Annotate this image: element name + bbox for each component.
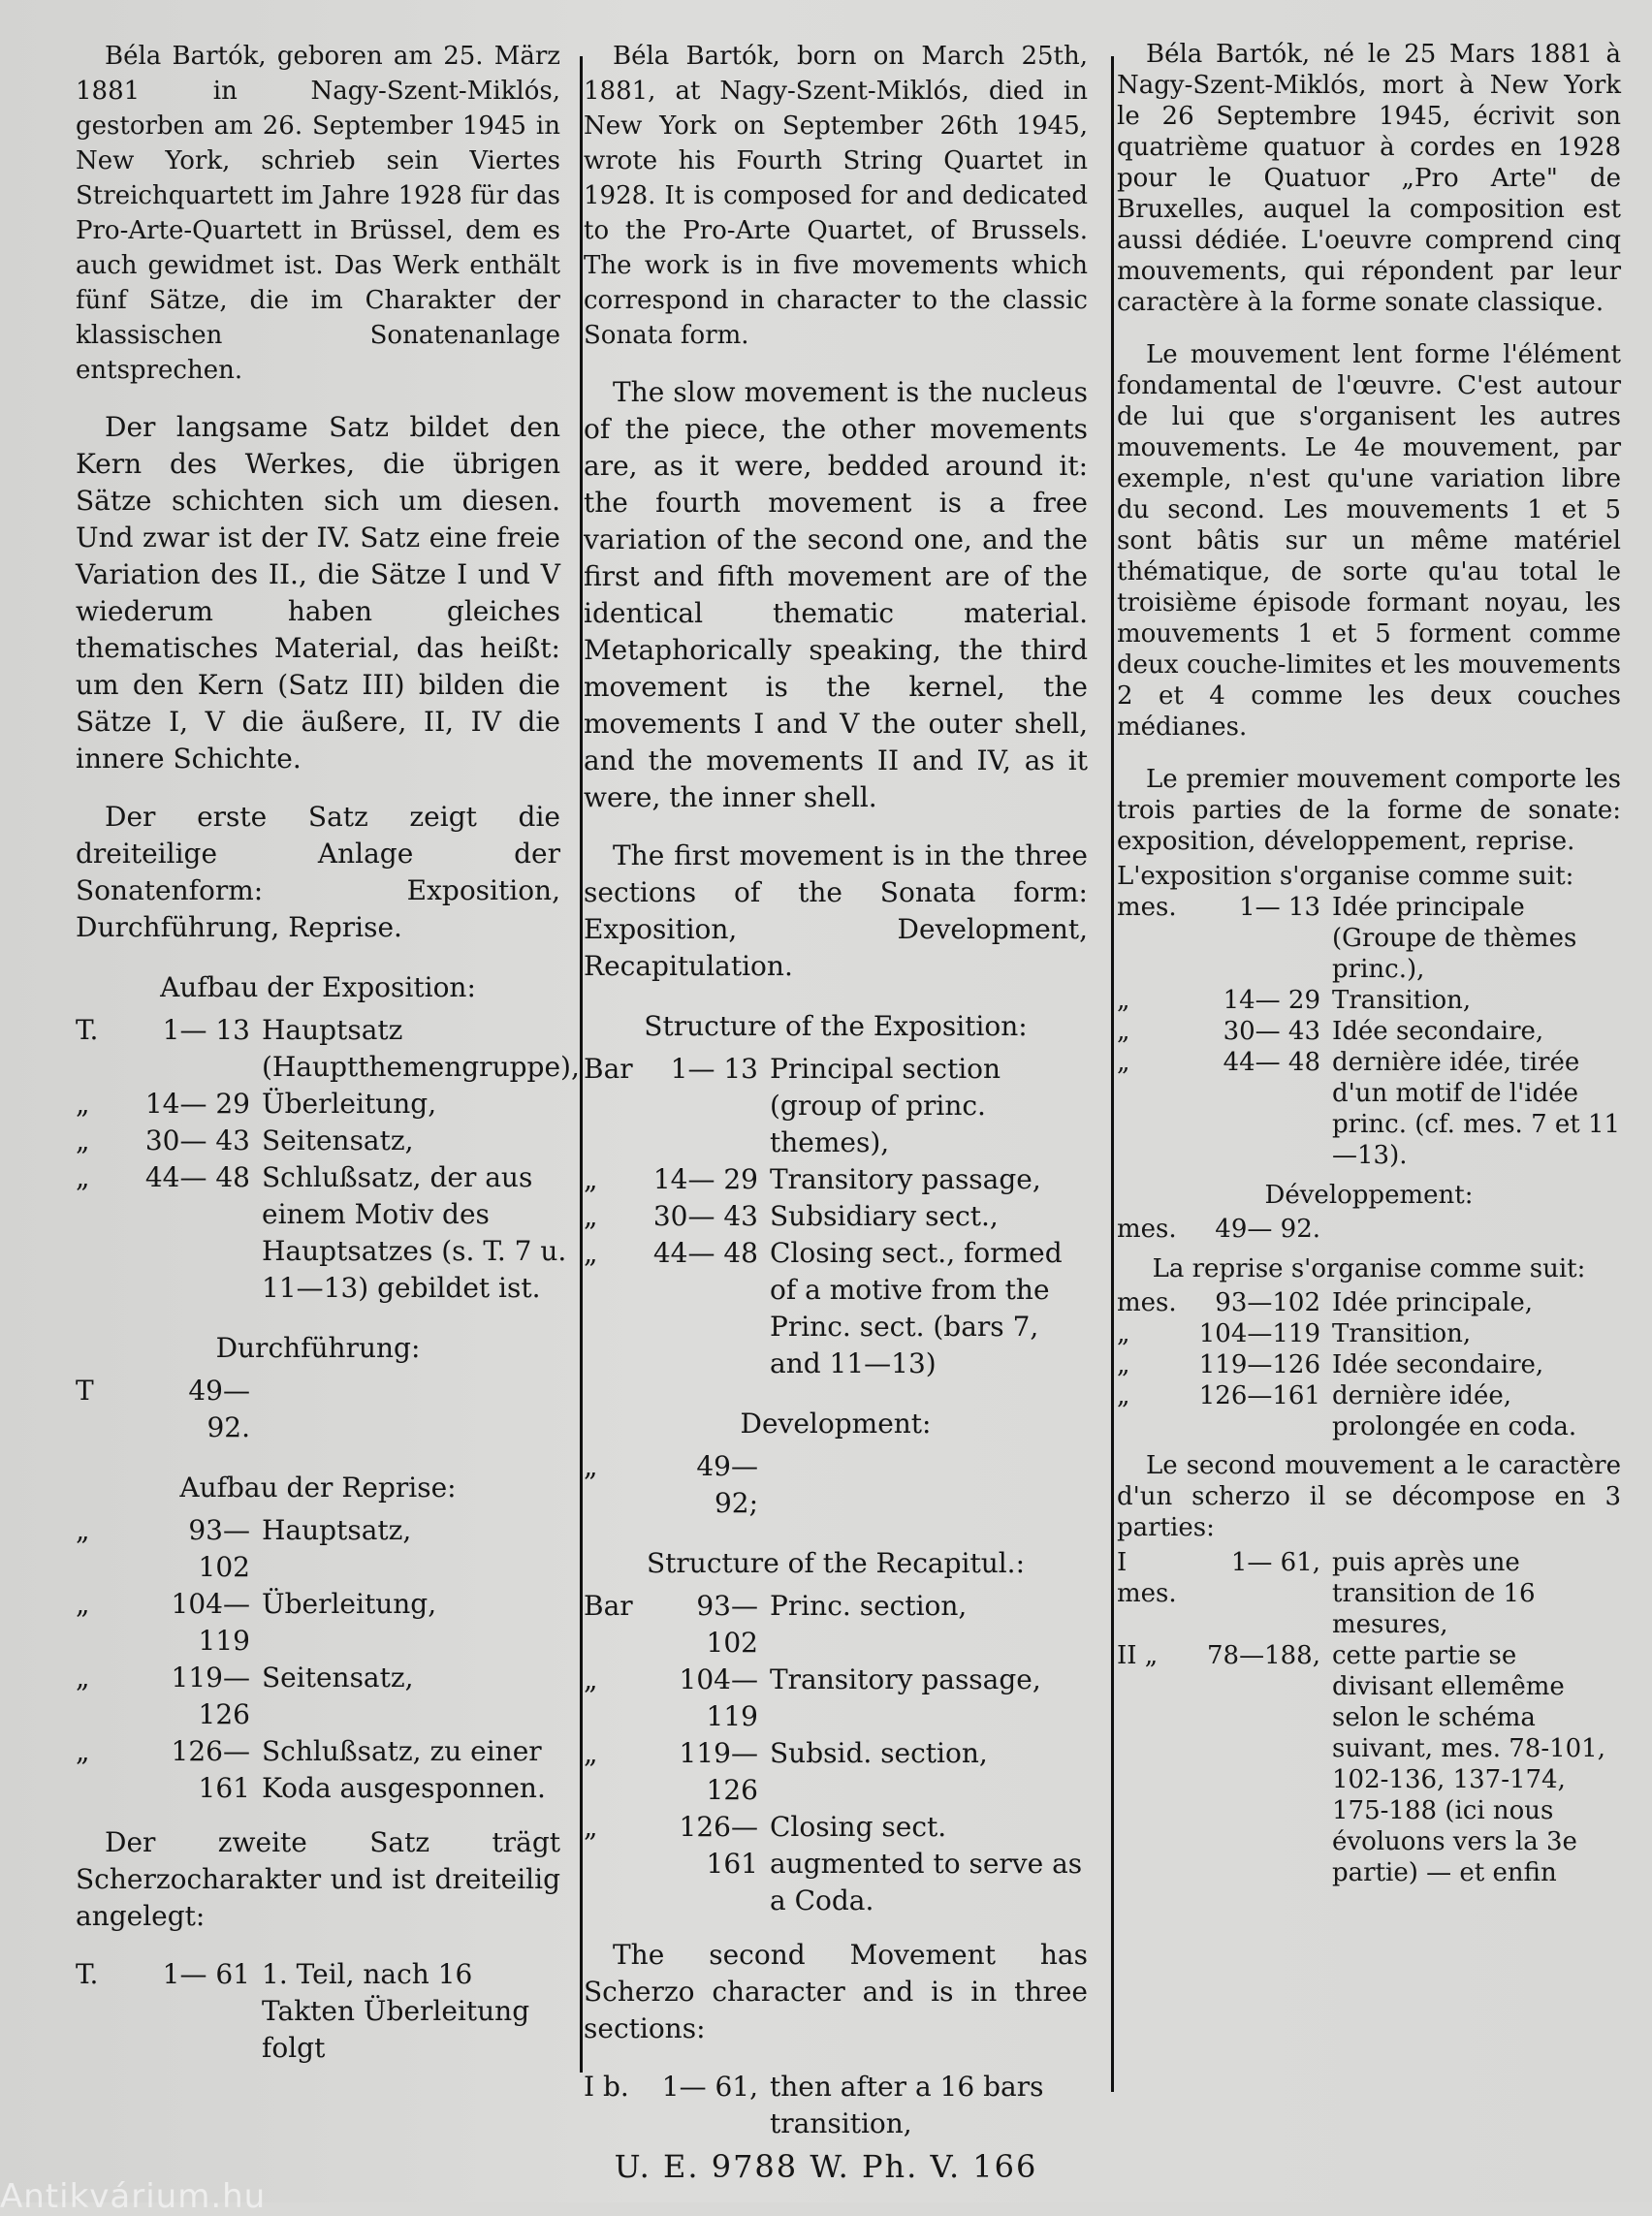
paragraph: Le premier mouvement comporte les trois parties de la forme de sonate: exposition, développement, reprise.: [1117, 765, 1621, 856]
bar-label: II „: [1117, 1641, 1159, 1670]
section-heading: Aufbau der Exposition:: [160, 971, 476, 1003]
bar-table-exposition: [1117, 892, 1621, 1171]
bar-range: 49— 92.: [1215, 1215, 1320, 1244]
bar-label: „: [76, 1662, 90, 1694]
bar-label: „: [1117, 1017, 1130, 1046]
bar-label: I mes.: [1117, 1548, 1177, 1608]
bar-range: 1— 13: [670, 1053, 758, 1085]
bar-label: „: [584, 1737, 598, 1769]
bar-table-development: [76, 1373, 560, 1446]
bar-range: 30— 43: [652, 1200, 758, 1232]
bar-range: 14— 29: [1223, 986, 1320, 1015]
section-heading: Durchführung:: [215, 1332, 421, 1364]
column-german: [76, 39, 580, 2084]
bar-label: T.: [76, 1014, 99, 1046]
bar-label: „: [76, 1161, 90, 1193]
bar-table-scherzo: [1117, 1547, 1621, 1888]
bar-range: 1— 61,: [661, 2071, 758, 2103]
section-heading: La reprise s'organise comme suit:: [1152, 1254, 1586, 1283]
intro-paragraph: Béla Bartók, né le 25 Mars 1881 à Nagy-Szent-Miklós, mort à New York le 26 Septembre 1945, écrivit son quatrième quatuor à cordes en 1928 pour le Quatuor „Pro Arte" de Bruxelles, auquel la composition est aussi dédiée. L'oeuvre comprend cinq mouvements, qui répondent par leur caractère à la forme sonate classique.: [1117, 40, 1621, 317]
bar-range: 1— 61,: [1230, 1548, 1320, 1577]
bar-label: „: [1117, 986, 1130, 1015]
column-french: [1117, 39, 1621, 2084]
bar-label: „: [1117, 1381, 1130, 1410]
intro-paragraph: Béla Bartók, born on March 25th, 1881, at Nagy-Szent-Miklós, died in New York on September 26th 1945, wrote his Fourth String Quartet in 1928. It is composed for and dedicated to the Pro-Arte Quartet, of Brussels. The work is in five movements which correspond in character to the classic Sonata form.: [584, 42, 1088, 350]
bar-desc: [262, 1373, 560, 1446]
bar-label: „: [584, 1450, 598, 1482]
paragraph: Der zweite Satz trägt Scherzocharakter und ist dreiteilig angelegt:: [76, 1826, 560, 1932]
bar-range: 49— 92.: [188, 1375, 250, 1443]
intro-paragraph: Béla Bartók, geboren am 25. März 1881 in Nagy-Szent-Miklós, gestorben am 26. September 1945 in New York, schrieb sein Viertes Streichquartett im Jahre 1928 für das Pro-Arte-Quartett in Brüssel, dem es auch gewidmet ist. Das Werk enthält fünf Sätze, die im Charakter der klassischen Sonatenanlage entsprechen.: [76, 42, 560, 385]
bar-label: „: [1117, 1048, 1130, 1077]
bar-desc: Seitensatz,: [262, 1662, 414, 1694]
bar-desc: then after a 16 bars transition,: [770, 2071, 1044, 2139]
bar-desc: Transition,: [1332, 986, 1472, 1015]
bar-table-development: [1117, 1214, 1621, 1245]
bar-range: 104—119: [1198, 1319, 1320, 1348]
paragraph: Le second mouvement a le caractère d'un scherzo il se décompose en 3 parties:: [1117, 1451, 1621, 1542]
bar-table-scherzo: [584, 2069, 1088, 2142]
bar-desc: Princ. section,: [770, 1590, 968, 1622]
column-divider: [580, 56, 583, 2073]
bar-table-exposition: [584, 1051, 1088, 1382]
bar-label: I b.: [584, 2071, 629, 2103]
bar-range: 14— 29: [144, 1088, 250, 1120]
bar-label: „: [76, 1735, 90, 1767]
bar-range: 49— 92;: [696, 1450, 758, 1519]
bar-label: „: [76, 1588, 90, 1620]
section-heading: Développement:: [1264, 1181, 1474, 1210]
bar-desc: dernière idée, prolongée en coda.: [1332, 1381, 1577, 1441]
bar-desc: Schlußsatz, der aus einem Motiv des Hauptsatzes (s. T. 7 u. 11—13) gebildet ist.: [262, 1161, 567, 1304]
bar-range: 14— 29: [652, 1163, 758, 1195]
bar-desc: Überleitung,: [262, 1588, 437, 1620]
bar-label: „: [584, 1163, 598, 1195]
bar-range: 126—161: [171, 1735, 250, 1804]
bar-range: 126—161: [1198, 1381, 1320, 1410]
bar-range: 30— 43: [1223, 1017, 1320, 1046]
section-heading: L'exposition s'organise comme suit:: [1117, 862, 1574, 891]
bar-range: 1— 61: [162, 1958, 250, 1990]
bar-table-development: [584, 1448, 1088, 1522]
column-divider: [1111, 56, 1114, 2092]
bar-desc: Closing sect., formed of a motive from the Princ. sect. (bars 7, and 11—13): [770, 1237, 1063, 1379]
bar-desc: Transition,: [1332, 1319, 1472, 1348]
bar-range: 78—188,: [1207, 1641, 1320, 1670]
bar-range: 119—126: [1198, 1350, 1320, 1379]
bar-desc: Transitory passage,: [770, 1163, 1041, 1195]
bar-desc: Überleitung,: [262, 1088, 437, 1120]
bar-table-reprise: [76, 1512, 560, 1807]
section-heading: Aufbau der Reprise:: [179, 1472, 457, 1504]
bar-label: mes.: [1117, 1288, 1177, 1317]
bar-label: T.: [76, 1958, 99, 1990]
bar-desc: Idée secondaire,: [1332, 1017, 1544, 1046]
bar-desc: Hauptsatz,: [262, 1514, 412, 1546]
bar-label: mes.: [1117, 893, 1177, 922]
bar-range: 44— 48: [144, 1161, 250, 1193]
section-heading: Development:: [740, 1408, 932, 1440]
bar-desc: Idée principale,: [1332, 1288, 1534, 1317]
bar-label: Bar: [584, 1590, 633, 1622]
bar-label: „: [584, 1200, 598, 1232]
bar-range: 93—102: [696, 1590, 758, 1659]
paragraph: Der erste Satz zeigt die dreiteilige Anlage der Sonatenform: Exposition, Durchführung, Reprise.: [76, 801, 560, 943]
bar-label: „: [584, 1237, 598, 1269]
bar-range: 126—161: [679, 1811, 758, 1880]
paragraph: The second Movement has Scherzo character and is in three sections:: [584, 1939, 1088, 2044]
bar-range: 104—119: [171, 1588, 250, 1657]
bar-label: „: [1117, 1350, 1130, 1379]
bar-desc: Subsidiary sect.,: [770, 1200, 999, 1232]
bar-range: 104—119: [679, 1663, 758, 1732]
bar-range: 119—126: [679, 1737, 758, 1806]
bar-desc: Seitensatz,: [262, 1124, 414, 1156]
bar-label: T: [76, 1375, 94, 1407]
bar-range: 44— 48: [1223, 1048, 1320, 1077]
bar-range: 44— 48: [652, 1237, 758, 1269]
bar-desc: Schlußsatz, zu einer Koda ausgesponnen.: [262, 1735, 546, 1804]
bar-table-exposition: [76, 1012, 580, 1307]
bar-range: 93—102: [1215, 1288, 1320, 1317]
paragraph: Le mouvement lent forme l'élément fondamental de l'œuvre. C'est autour de lui que s'organisent les autres mouvements. Le 4e mouvement, par exemple, n'est qu'une variation libre du second. Les mouvements 1 et 5 sont bâtis sur un même matériel thématique, de sorte qu'au total le troisième épisode formant noyau, les mouvements 1 et 5 forment comme deux couche-limites et les mouvements 2 et 4 comme les deux couches médianes.: [1117, 340, 1621, 742]
column-english: [584, 39, 1088, 2139]
section-heading: Structure of the Recapitul.:: [646, 1547, 1026, 1579]
bar-desc: Hauptsatz (Hauptthemengruppe),: [262, 1014, 580, 1083]
bar-label: „: [76, 1088, 90, 1120]
bar-label: mes.: [1117, 1215, 1177, 1244]
bar-desc: puis après une transition de 16 mesures,: [1332, 1548, 1536, 1639]
paragraph: The slow movement is the nucleus of the piece, the other movements are, as it were, bedded around it: the fourth movement is a free variation of the second one, and the first and fifth movement are of the identical thematic material. Metaphorically speaking, the third movement is the kernel, the movements I and V the outer shell, and the movements II and IV, as it were, the inner shell.: [584, 376, 1088, 813]
bar-label: „: [76, 1514, 90, 1546]
bar-range: 119—126: [171, 1662, 250, 1730]
bar-range: 30— 43: [144, 1124, 250, 1156]
bar-desc: Principal section (group of princ. themes),: [770, 1053, 1001, 1158]
paragraph: Der langsame Satz bildet den Kern des Werkes, die übrigen Sätze schichten sich um diesen. Und zwar ist der IV. Satz eine freie Variation des II., die Sätze I und V wiederum haben gleiches thematisches Material, das heißt: um den Kern (Satz III) bilden die Sätze I, V die äußere, II, IV die innere Schichte.: [76, 411, 560, 775]
bar-desc: Transitory passage,: [770, 1663, 1041, 1695]
paragraph: The first movement is in the three sections of the Sonata form: Exposition, Development, Recapitulation.: [584, 839, 1088, 982]
bar-desc: [770, 1448, 1088, 1522]
bar-label: Bar: [584, 1053, 633, 1085]
bar-table-scherzo: [76, 1956, 560, 2067]
watermark: Antikvárium.hu: [0, 2177, 267, 2216]
bar-desc: Subsid. section,: [770, 1737, 988, 1769]
bar-range: 1— 13: [162, 1014, 250, 1046]
bar-desc: Idée secondaire,: [1332, 1350, 1544, 1379]
bar-label: „: [584, 1663, 598, 1695]
bar-table-recapitulation: [584, 1588, 1088, 1919]
bar-desc: [1332, 1214, 1621, 1245]
bar-table-reprise: [1117, 1287, 1621, 1442]
bar-label: „: [1117, 1319, 1130, 1348]
publisher-code-footer: U. E. 9788 W. Ph. V. 166: [614, 2148, 1038, 2185]
bar-label: „: [76, 1124, 90, 1156]
bar-desc: Closing sect. augmented to serve as a Coda.: [770, 1811, 1083, 1916]
bar-range: 93—102: [188, 1514, 250, 1583]
bar-desc: dernière idée, tirée d'un motif de l'idée princ. (cf. mes. 7 et 11—13).: [1332, 1048, 1621, 1170]
bar-desc: Idée principale (Groupe de thèmes princ.),: [1332, 893, 1577, 984]
bar-label: „: [584, 1811, 598, 1843]
bar-desc: 1. Teil, nach 16 Takten Überleitung folgt: [262, 1958, 530, 2064]
bar-desc: cette partie se divisant ellemême selon le schéma suivant, mes. 78-101, 102-136, 137-174, 175-188 (ici nous évoluons vers la 3e partie) — et enfin: [1332, 1641, 1605, 1887]
bar-range: 1— 13: [1239, 893, 1320, 922]
section-heading: Structure of the Exposition:: [644, 1010, 1028, 1042]
